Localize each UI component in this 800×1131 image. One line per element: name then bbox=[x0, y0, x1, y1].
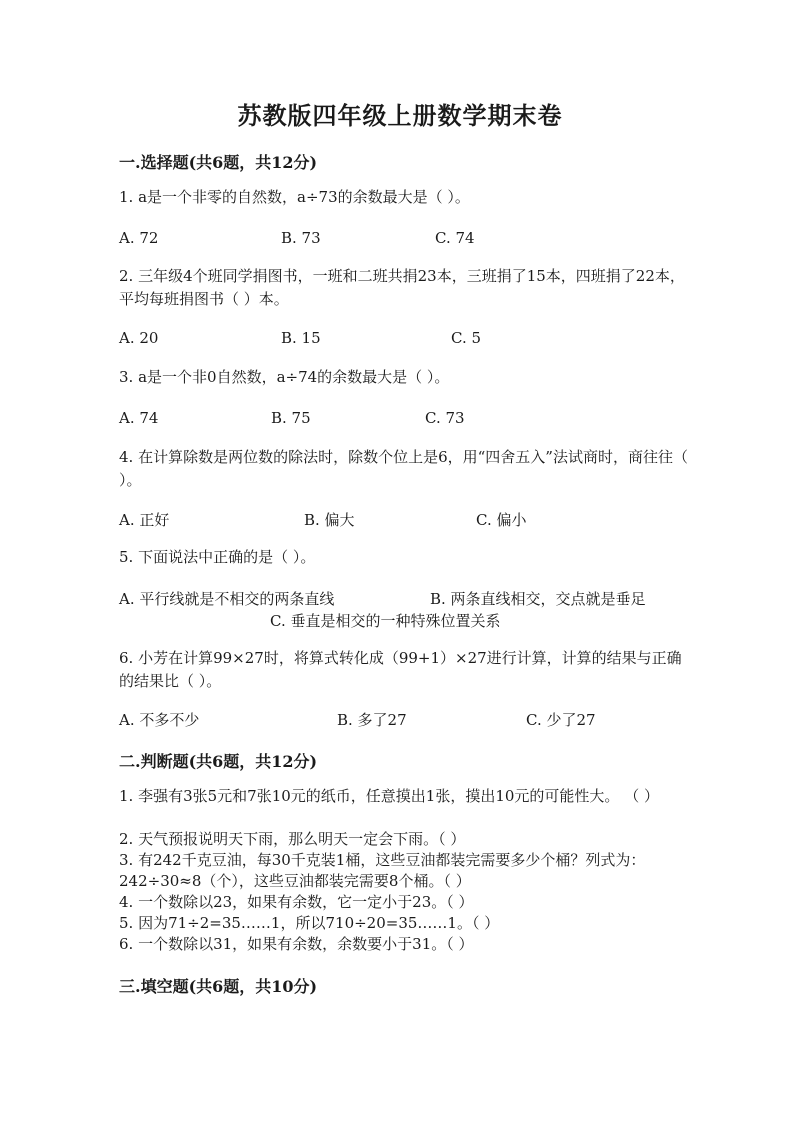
question-4-options bbox=[119, 509, 719, 531]
question-6-options bbox=[119, 709, 719, 731]
option-a: A. 不多不少 bbox=[119, 711, 200, 729]
question-3-options bbox=[119, 409, 719, 431]
section-header-fill-in: 三.填空题(共6题，共10分) bbox=[119, 977, 318, 996]
option-c: C. 5 bbox=[451, 329, 482, 347]
judgement-item-5: 5. 因为71÷2=35……1，所以710÷20=35……1。（ ） bbox=[119, 914, 500, 932]
option-c: C. 垂直是相交的一种特殊位置关系 bbox=[270, 612, 501, 630]
option-a: A. 平行线就是不相交的两条直线 bbox=[119, 590, 335, 608]
question-2-text: 2. 三年级4个班同学捐图书，一班和二班共捐23本，三班捐了15本，四班捐了22本，平均每班捐图书（ ）本。 bbox=[119, 267, 685, 308]
question-1-options bbox=[119, 229, 719, 251]
question-6-text: 6. 小芳在计算99×27时，将算式转化成（99+1）×27进行计算，计算的结果与正确的结果比（ ）。 bbox=[119, 649, 682, 690]
section-header-judgement: 二.判断题(共6题，共12分) bbox=[119, 752, 318, 771]
option-a: A. 20 bbox=[119, 329, 159, 347]
option-c: C. 少了27 bbox=[526, 711, 596, 729]
option-b: B. 73 bbox=[281, 229, 321, 247]
section-header-choice: 一.选择题(共6题，共12分) bbox=[119, 153, 318, 172]
option-b: B. 15 bbox=[281, 329, 321, 347]
judgement-item-1: 1. 李强有3张5元和7张10元的纸币，任意摸出1张，摸出10元的可能性大。 （ ） bbox=[119, 787, 659, 805]
judgement-item-4: 4. 一个数除以23，如果有余数，它一定小于23。（ ） bbox=[119, 893, 474, 911]
option-c: C. 偏小 bbox=[476, 511, 527, 529]
option-b: B. 两条直线相交，交点就是垂足 bbox=[430, 590, 646, 608]
option-a: A. 正好 bbox=[119, 511, 170, 529]
option-b: B. 75 bbox=[271, 409, 311, 427]
judgement-item-2: 2. 天气预报说明天下雨，那么明天一定会下雨。（ ） bbox=[119, 830, 466, 848]
judgement-item-6: 6. 一个数除以31，如果有余数，余数要小于31。（ ） bbox=[119, 935, 474, 953]
question-5-options bbox=[119, 588, 719, 634]
option-c: C. 74 bbox=[435, 229, 475, 247]
question-2-options bbox=[119, 329, 719, 351]
judgement-item-3: 3. 有242千克豆油，每30千克装1桶，这些豆油都装完需要多少个桶？列式为：242÷30≈8（个），这些豆油都装完需要8个桶。（ ） bbox=[119, 851, 646, 890]
option-c: C. 73 bbox=[425, 409, 465, 427]
question-4-text: 4. 在计算除数是两位数的除法时，除数个位上是6，用“四舍五入”法试商时，商往往（ ）。 bbox=[119, 448, 688, 489]
option-a: A. 72 bbox=[119, 229, 159, 247]
question-3-text: 3. a是一个非0自然数，a÷74的余数最大是（ ）。 bbox=[119, 368, 450, 386]
page-title: 苏教版四年级上册数学期末卷 bbox=[237, 101, 563, 130]
option-a: A. 74 bbox=[119, 409, 159, 427]
question-5-text: 5. 下面说法中正确的是（ ）。 bbox=[119, 548, 316, 566]
option-b: B. 偏大 bbox=[304, 511, 355, 529]
question-1-text: 1. a是一个非零的自然数，a÷73的余数最大是（ ）。 bbox=[119, 188, 470, 206]
option-b: B. 多了27 bbox=[337, 711, 407, 729]
